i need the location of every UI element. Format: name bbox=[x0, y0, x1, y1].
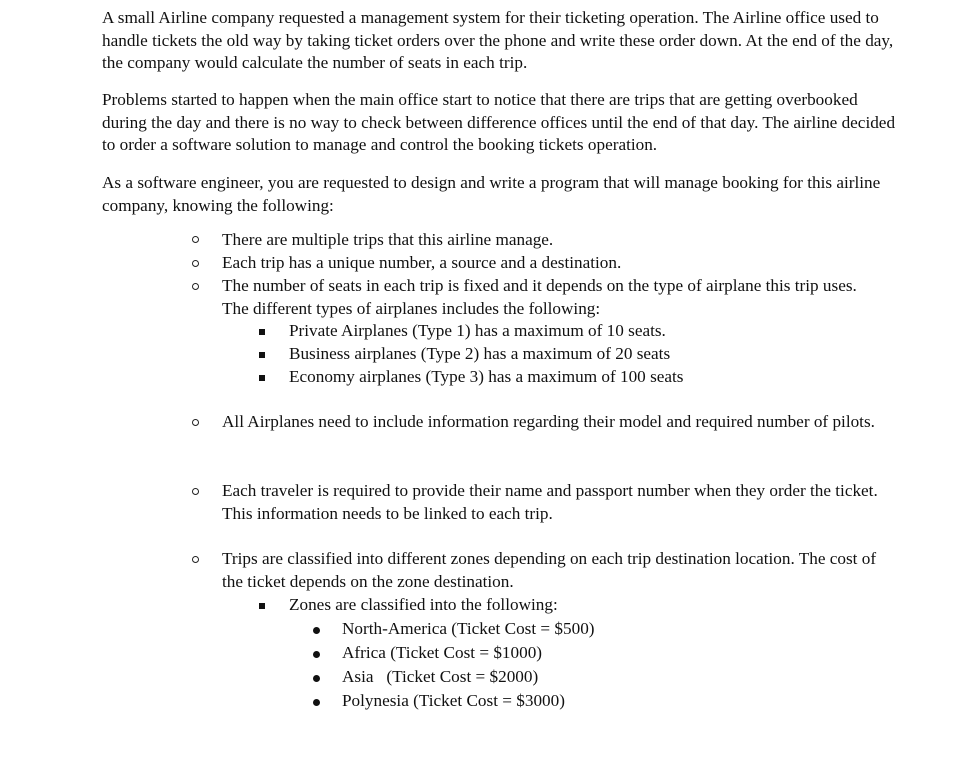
zone-item: Asia (Ticket Cost = $2000) bbox=[342, 667, 539, 686]
dot-bullet-icon bbox=[313, 627, 320, 634]
square-bullet-icon bbox=[259, 329, 265, 335]
circle-bullet-icon bbox=[192, 283, 199, 290]
square-bullet-icon bbox=[259, 603, 265, 609]
circle-bullet-icon bbox=[192, 556, 199, 563]
zone-item: Polynesia (Ticket Cost = $3000) bbox=[342, 691, 565, 710]
airplane-type-item: Business airplanes (Type 2) has a maximum of 20 seats bbox=[289, 344, 671, 363]
circle-bullet-icon bbox=[192, 236, 199, 243]
requirement-item: The number of seats in each trip is fixed and it depends on the type of airplane this trip uses. The different types of airplanes includes the following: bbox=[222, 276, 857, 318]
requirement-item: Each traveler is required to provide their name and passport number when they order the ticket. This information needs to be linked to each trip. bbox=[222, 481, 878, 523]
dot-bullet-icon bbox=[313, 651, 320, 658]
zones-intro: Zones are classified into the following: bbox=[289, 595, 558, 614]
requirement-item: All Airplanes need to include information regarding their model and required number of pilots. bbox=[222, 412, 875, 431]
requirement-item: Trips are classified into different zones depending on each trip destination location. The cost of the ticket depends on the zone destination. bbox=[222, 549, 877, 591]
square-bullet-icon bbox=[259, 375, 265, 381]
problem-paragraph: Problems started to happen when the main office start to notice that there are trips that are getting overbooked during the day and there is no way to check between difference offices until the end of that day. The airline decided to order a software solution to manage and control the booking tickets operation. bbox=[102, 90, 896, 155]
zone-item: North-America (Ticket Cost = $500) bbox=[342, 619, 595, 638]
circle-bullet-icon bbox=[192, 488, 199, 495]
requirement-item: There are multiple trips that this airline manage. bbox=[222, 230, 554, 249]
dot-bullet-icon bbox=[313, 699, 320, 706]
airplane-type-item: Private Airplanes (Type 1) has a maximum of 10 seats. bbox=[289, 321, 666, 340]
requirement-item: Each trip has a unique number, a source and a destination. bbox=[222, 253, 622, 272]
zone-item: Africa (Ticket Cost = $1000) bbox=[342, 643, 543, 662]
task-paragraph: As a software engineer, you are requested to design and write a program that will manage booking for this airline company, knowing the following: bbox=[102, 173, 881, 215]
dot-bullet-icon bbox=[313, 675, 320, 682]
intro-paragraph: A small Airline company requested a management system for their ticketing operation. The Airline office used to handle tickets the old way by taking ticket orders over the phone and write these order down. At the end of the day, the company would calculate the number of seats in each trip. bbox=[102, 8, 894, 73]
square-bullet-icon bbox=[259, 352, 265, 358]
airplane-type-item: Economy airplanes (Type 3) has a maximum of 100 seats bbox=[289, 367, 684, 386]
circle-bullet-icon bbox=[192, 260, 199, 267]
circle-bullet-icon bbox=[192, 419, 199, 426]
